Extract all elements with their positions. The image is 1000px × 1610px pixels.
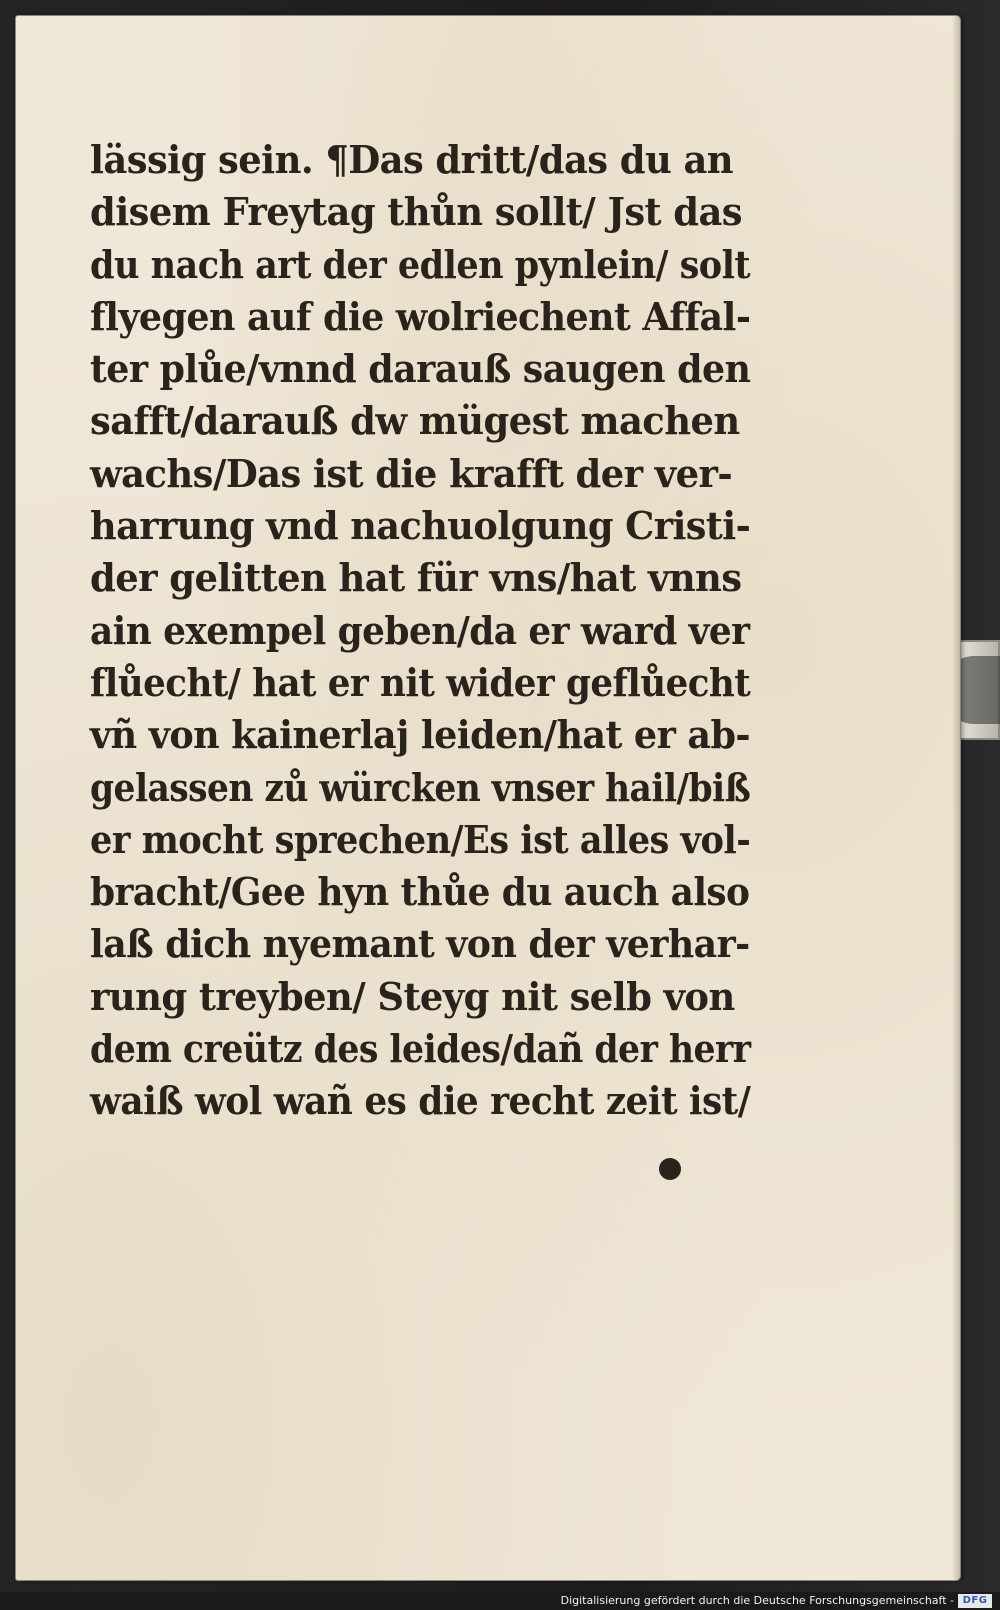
text-line: flůecht/ hat er nit wider geflůecht: [90, 659, 751, 705]
text-line: bracht/Gee hyn thůe du auch also: [90, 869, 750, 915]
text-line: laß dich nyemant von der verhar-: [90, 921, 750, 967]
text-line: safft/darauß dw mügest machen: [90, 398, 740, 444]
page-edge-shadow: [952, 16, 960, 1580]
dfg-logo: DFG: [958, 1594, 992, 1608]
text-line: er mocht sprechen/Es ist alles vol-: [90, 816, 751, 862]
attribution-text: Digitalisierung gefördert durch die Deutsche Forschungsgemeinschaft -: [560, 1594, 954, 1607]
text-line: waiß wol wañ es die recht zeit ist/: [90, 1078, 751, 1124]
text-line: gelassen zů würcken vnser hail/biß: [90, 764, 751, 810]
text-line: lässig sein. ¶Das dritt/das du an: [90, 137, 734, 182]
text-line: flyegen auf die wolriechent Affal-: [90, 293, 751, 339]
text-line: der gelitten hat für vns/hat vnns: [90, 555, 742, 601]
text-line: dem creütz des leides/dañ der herr: [90, 1026, 751, 1072]
end-mark-dot: [659, 1158, 681, 1180]
text-line: ter plůe/vnnd darauß saugen den: [90, 346, 751, 392]
text-line: harrung vnd nachuolgung Cristi-: [90, 503, 751, 549]
text-block: [90, 134, 770, 1128]
text-line: du nach art der edlen pynlein/ solt: [90, 241, 751, 287]
text-line: ain exempel geben/da er ward ver: [90, 607, 750, 653]
attribution-footer: [0, 1592, 1000, 1610]
text-line: rung treyben/ Steyg nit selb von: [90, 973, 735, 1019]
text-line: vñ von kainerlaj leiden/hat er ab-: [90, 712, 751, 758]
text-line: disem Freytag thůn sollt/ Jst das: [90, 189, 742, 235]
text-line: wachs/Das ist die krafft der ver-: [90, 450, 733, 496]
